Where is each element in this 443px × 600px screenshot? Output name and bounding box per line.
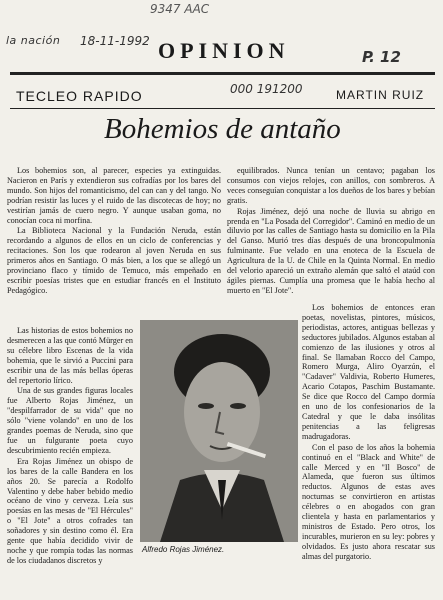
handwritten-date: 18-11-1992 [80, 34, 150, 48]
paragraph: Las historias de estos bohemios no desmerecen a las que contó Mürger en su célebre libro Escenas de la vida bohemia, que le sirvió a Puccini para escribir una de las más bellas óperas del repertorio lírico. [7, 326, 133, 385]
paragraph: equilibrados. Nunca tenían un centavo; pagaban los consumos con viejos relojes, con anillos, con sombreros. A veces conseguían conquistar a los dueños de los bares y bebían gratis. [227, 166, 435, 205]
paragraph: Con el paso de los años la bohemia continuó en el "Black and White" de calle Merced y en "Il Bosco" de Alameda, que fueron sus últimos reductos. Algunos de estas aves nocturnas se convirtieron en artistas célebres o en abogados con gran clientela y hasta en parlamentarios y ministros de Estado. Pero otros, los incurables, murieron en su ley: pobres y olvidados. Es justo ahora rescatar sus almas del purgatorio. [302, 442, 435, 561]
article-column-3 [7, 326, 133, 567]
paragraph: Era Rojas Jiménez un obispo de los bares de la calle Bandera en los años 20. Se parecía a Rodolfo Valentino y debe haber bebido medio océano de vino y cerveza. Leía sus poesías en las mesas de "El Hércules" o "El Jote" a otros cofrades tan soñadores y sin destino como él. Era gente que había decidido vivir de noche y que rompía todas las normas de los ciudadanos discretos y [7, 456, 133, 565]
article-headline: Bohemios de antaño [104, 113, 341, 145]
article-column-4 [302, 303, 435, 563]
portrait-illustration [140, 320, 298, 542]
portrait-photo [140, 320, 298, 542]
paragraph: Los bohemios son, al parecer, especies ya extinguidas. Nacieron en París y extendieron sus cofradías por los bares del mundo. Son hijos del romanticismo, del can can y del tango. No podrían resistir las luces y el ruido de las discotecas de hoy; no vestirían jamás de cuero negro. Y aunque usaban goma, no conocían coca ni morfina. [7, 166, 221, 225]
paragraph: Una de sus grandes figuras locales fue Alberto Rojas Jiménez, un "despilfarrador de su vida" que no sólo "viene volando" en uno de los grandes poemas de Neruda, sino que fue un fulgurante poeta cuyo descubrimiento recién empieza. [7, 386, 133, 455]
author-name: MARTIN RUIZ [336, 88, 425, 102]
column-rule [10, 108, 435, 109]
column-name: TECLEO RAPIDO [16, 88, 143, 104]
handwritten-page-note: P. 12 [362, 48, 401, 66]
paragraph: Rojas Jiménez, dejó una noche de lluvia su abrigo en prenda en "La Posada del Corregidor". Caminó en medio de un diluvio por las calles de Santiago hasta su domicilio en la Pila del Ganso. Murió tres días después de una broncopulmonía fulminante. Fue velado en una enoteca de la Escuela de Agricultura de la U. de Chile en la Quinta Normal. En medio del velorio apareció un extraño alemán que saltó el ataúd con ágiles piernas. Cumplía una promesa que le había hecho al muerto en "El Jote". [227, 206, 435, 295]
handwritten-source: la nación [6, 34, 61, 47]
article-column-1 [7, 166, 221, 297]
handwritten-ref-number: 000 191200 [230, 82, 303, 96]
photo-caption: Alfredo Rojas Jiménez. [142, 545, 225, 554]
article-column-2 [227, 166, 435, 297]
handwritten-archive-number: 9347 AAC [150, 2, 210, 16]
header-rule-thin [10, 74, 435, 75]
paragraph: Los bohemios de entonces eran poetas, novelistas, pintores, músicos, periodistas, actores, antiguas bellezas y seductores jubilados. Algunos estaban al comienzo de las ilusiones y otros al final. Se llamaban Rocco del Campo, Romero Murga, Aliro Oyarzún, el "Cadaver" Valdivia, Roberto Humeres, Acario Cotapos, Paschim Bustamante. Se dice que Rocco del Campo dormía en uno de los confesionarios de la Catedral y que le daba insólitas penitencias a las feligresas madrugadoras. [302, 303, 435, 441]
section-title: OPINION [158, 38, 290, 63]
paragraph: La Biblioteca Nacional y la Fundación Neruda, están recordando a algunos de ellos en un ciclo de conferencias y recitaciones. Son los que rodearon al joven Neruda en sus primeros años en Santiago. O más bien, a los que se allegó un provinciano flaco y tímido de Temuco, más empeñado en escribir poesías tristes que en estudiar francés en el Instituto Pedagógico. [7, 226, 221, 295]
